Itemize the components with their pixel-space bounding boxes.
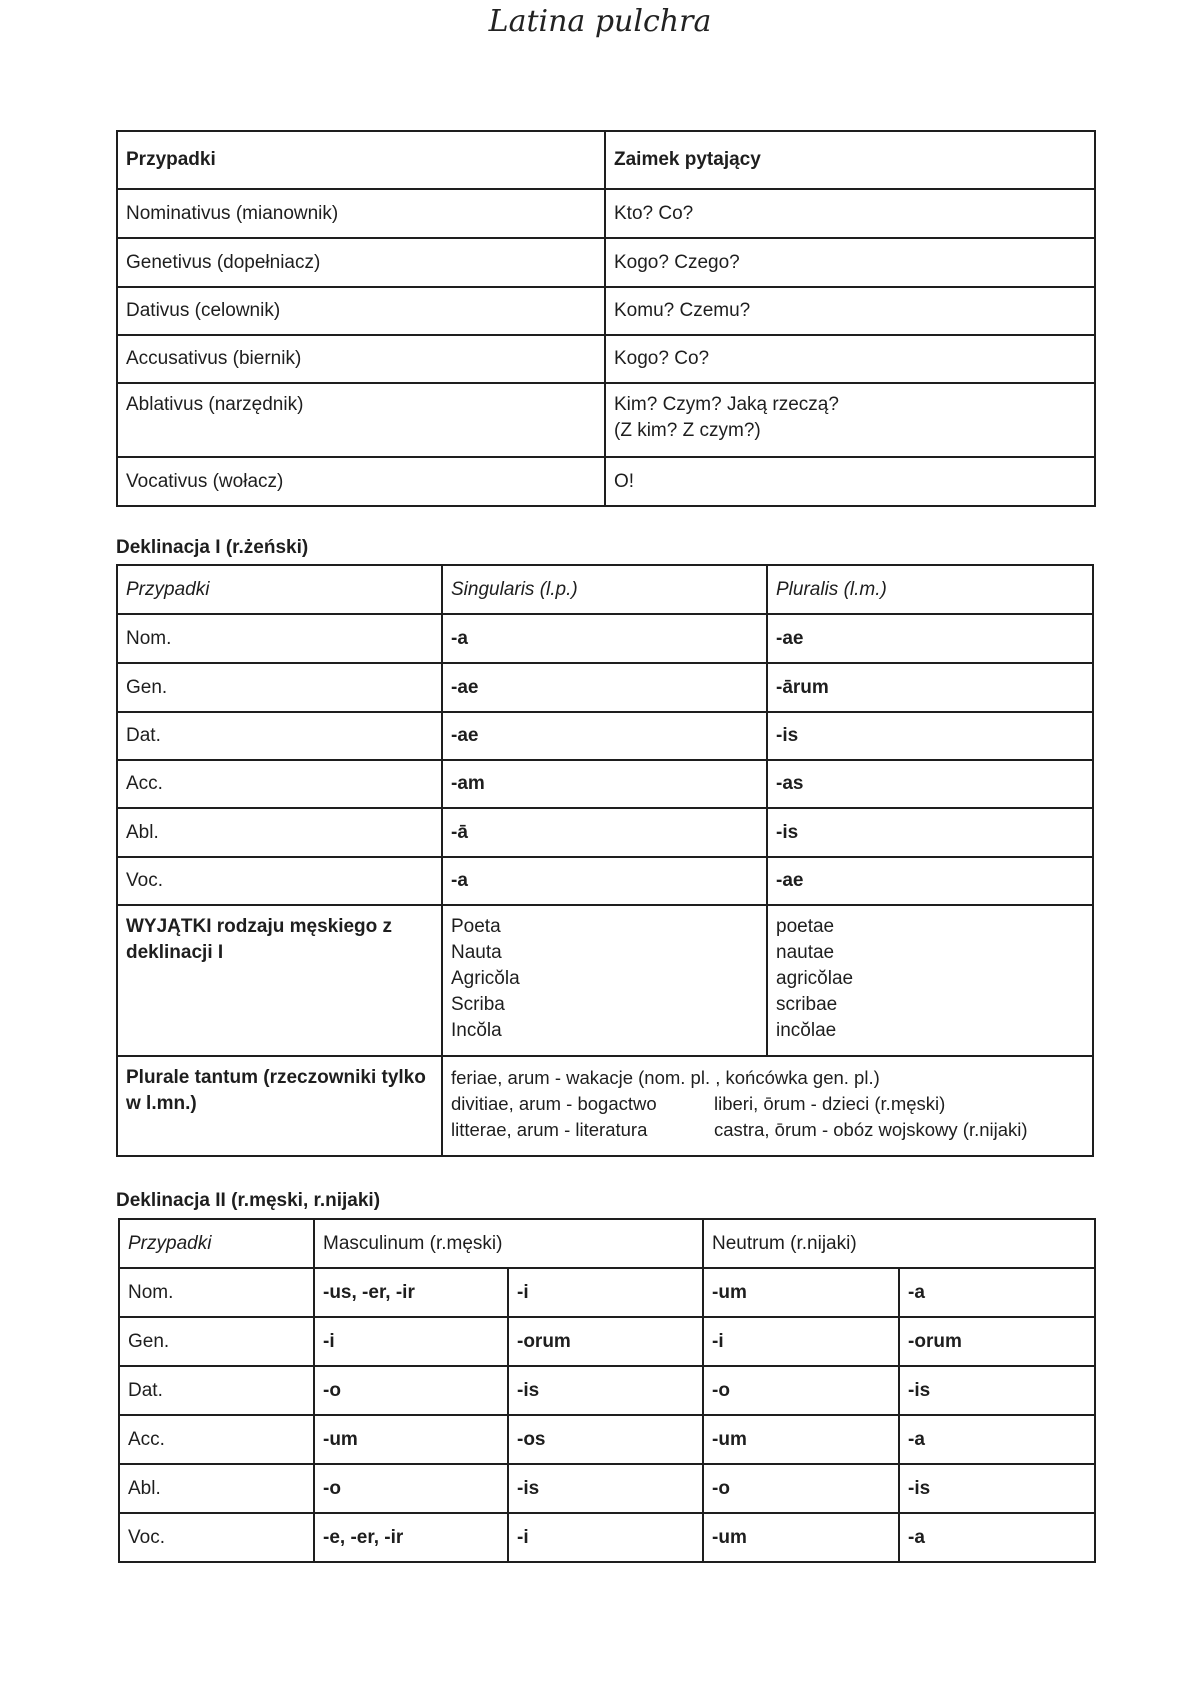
table-row	[117, 238, 1095, 287]
table-row	[119, 1464, 1095, 1513]
masc-singular: -i	[314, 1317, 508, 1366]
declension-2-label: Deklinacja II (r.męski, r.nijaki)	[116, 1190, 381, 1211]
example: castra, ōrum - obóz wojskowy (r.nijaki)	[714, 1119, 1028, 1140]
neut-plural: -orum	[899, 1317, 1095, 1366]
case-question	[605, 383, 1095, 457]
header-cell: Pluralis (l.m.)	[767, 565, 1093, 614]
masc-plural: -os	[508, 1415, 703, 1464]
neut-plural: -a	[899, 1513, 1095, 1562]
neut-plural: -a	[899, 1415, 1095, 1464]
masc-singular: -o	[314, 1464, 508, 1513]
case-abbr: Acc.	[119, 1415, 314, 1464]
neut-plural: -is	[899, 1366, 1095, 1415]
ending-plural: -ae	[767, 857, 1093, 905]
neut-singular: -um	[703, 1415, 899, 1464]
case-abbr: Acc.	[117, 760, 442, 808]
table-row	[117, 760, 1093, 808]
case-abbr: Nom.	[119, 1268, 314, 1317]
example-line	[451, 1117, 1084, 1143]
masc-singular: -o	[314, 1366, 508, 1415]
example: liberi, ōrum - dzieci (r.męski)	[714, 1093, 946, 1114]
case-abbr: Gen.	[117, 663, 442, 712]
header-cell: Zaimek pytający	[605, 131, 1095, 189]
table-row	[117, 189, 1095, 238]
header-cell: Singularis (l.p.)	[442, 565, 767, 614]
masc-plural: -orum	[508, 1317, 703, 1366]
list-item: Incŏla	[451, 1020, 502, 1041]
header-cell: Przypadki	[119, 1219, 314, 1268]
masc-plural: -i	[508, 1513, 703, 1562]
ending-plural: -ae	[767, 614, 1093, 663]
table-row	[119, 1415, 1095, 1464]
list-item: poetae	[776, 916, 835, 937]
exceptions-label: WYJĄTKI rodzaju męskiego z deklinacji I	[117, 905, 442, 1056]
header-cell: Masculinum (r.męski)	[314, 1219, 703, 1268]
case-name: Accusativus (biernik)	[117, 335, 605, 383]
case-question: Kogo? Co?	[605, 335, 1095, 383]
example-line	[451, 1091, 1084, 1117]
case-abbr: Dat.	[117, 712, 442, 760]
case-name: Nominativus (mianownik)	[117, 189, 605, 238]
ending-singular: -ae	[442, 663, 767, 712]
table-row	[119, 1219, 1095, 1268]
ending-singular: -ā	[442, 808, 767, 857]
ending-plural: -ārum	[767, 663, 1093, 712]
masc-singular: -us, -er, -ir	[314, 1268, 508, 1317]
ending-plural: -is	[767, 808, 1093, 857]
declension-1-table	[116, 564, 1094, 1157]
declension-2-table	[118, 1218, 1096, 1563]
table-row	[117, 1056, 1093, 1156]
case-name: Dativus (celownik)	[117, 287, 605, 335]
header-cell: Przypadki	[117, 565, 442, 614]
case-question: O!	[605, 457, 1095, 506]
table-row	[117, 565, 1093, 614]
list-item: Nauta	[451, 942, 502, 963]
case-abbr: Voc.	[119, 1513, 314, 1562]
case-abbr: Abl.	[117, 808, 442, 857]
case-question: Kto? Co?	[605, 189, 1095, 238]
table-row	[117, 905, 1093, 1056]
question-line: (Z kim? Z czym?)	[614, 420, 761, 441]
neut-singular: -um	[703, 1268, 899, 1317]
case-name: Ablativus (narzędnik)	[117, 383, 605, 457]
neut-singular: -um	[703, 1513, 899, 1562]
question-line: Kim? Czym? Jaką rzeczą?	[614, 394, 839, 415]
neut-plural: -a	[899, 1268, 1095, 1317]
ending-singular: -a	[442, 614, 767, 663]
list-item: scribae	[776, 994, 838, 1015]
header-cell: Neutrum (r.nijaki)	[703, 1219, 1095, 1268]
ending-plural: -as	[767, 760, 1093, 808]
table-row	[117, 383, 1095, 457]
table-row	[117, 663, 1093, 712]
table-row	[119, 1317, 1095, 1366]
list-item: Poeta	[451, 916, 501, 937]
header-cell: Przypadki	[117, 131, 605, 189]
case-name: Genetivus (dopełniacz)	[117, 238, 605, 287]
exceptions-plural	[767, 905, 1093, 1056]
ending-plural: -is	[767, 712, 1093, 760]
table-row	[117, 131, 1095, 189]
table-row	[117, 287, 1095, 335]
neut-singular: -i	[703, 1317, 899, 1366]
case-abbr: Dat.	[119, 1366, 314, 1415]
ending-singular: -a	[442, 857, 767, 905]
page-title: Latina pulchra	[488, 4, 712, 39]
table-row	[119, 1513, 1095, 1562]
case-abbr: Gen.	[119, 1317, 314, 1366]
masc-plural: -is	[508, 1366, 703, 1415]
masc-singular: -e, -er, -ir	[314, 1513, 508, 1562]
masc-plural: -is	[508, 1464, 703, 1513]
declension-1-label: Deklinacja I (r.żeński)	[116, 537, 309, 558]
list-item: nautae	[776, 942, 835, 963]
masc-plural: -i	[508, 1268, 703, 1317]
ending-singular: -am	[442, 760, 767, 808]
table-row	[117, 808, 1093, 857]
case-question: Kogo? Czego?	[605, 238, 1095, 287]
plurale-tantum-label: Plurale tantum (rzeczowniki tylko w l.mn.)	[117, 1056, 442, 1156]
masc-singular: -um	[314, 1415, 508, 1464]
table-row	[117, 712, 1093, 760]
case-question: Komu? Czemu?	[605, 287, 1095, 335]
exceptions-singular	[442, 905, 767, 1056]
example-line: feriae, arum - wakacje (nom. pl. , końcówka gen. pl.)	[451, 1067, 880, 1088]
case-name: Vocativus (wołacz)	[117, 457, 605, 506]
case-abbr: Abl.	[119, 1464, 314, 1513]
list-item: Agricŏla	[451, 968, 520, 989]
neut-singular: -o	[703, 1464, 899, 1513]
table-row	[117, 335, 1095, 383]
cases-table	[116, 130, 1096, 507]
example: divitiae, arum - bogactwo	[451, 1093, 657, 1114]
table-row	[119, 1268, 1095, 1317]
example: litterae, arum - literatura	[451, 1119, 648, 1140]
ending-singular: -ae	[442, 712, 767, 760]
table-row	[119, 1366, 1095, 1415]
table-row	[117, 614, 1093, 663]
list-item: incŏlae	[776, 1020, 837, 1041]
neut-plural: -is	[899, 1464, 1095, 1513]
list-item: agricŏlae	[776, 968, 854, 989]
table-row	[117, 457, 1095, 506]
table-row	[117, 857, 1093, 905]
plurale-tantum-examples	[442, 1056, 1093, 1156]
list-item: Scriba	[451, 994, 505, 1015]
case-abbr: Nom.	[117, 614, 442, 663]
case-abbr: Voc.	[117, 857, 442, 905]
neut-singular: -o	[703, 1366, 899, 1415]
